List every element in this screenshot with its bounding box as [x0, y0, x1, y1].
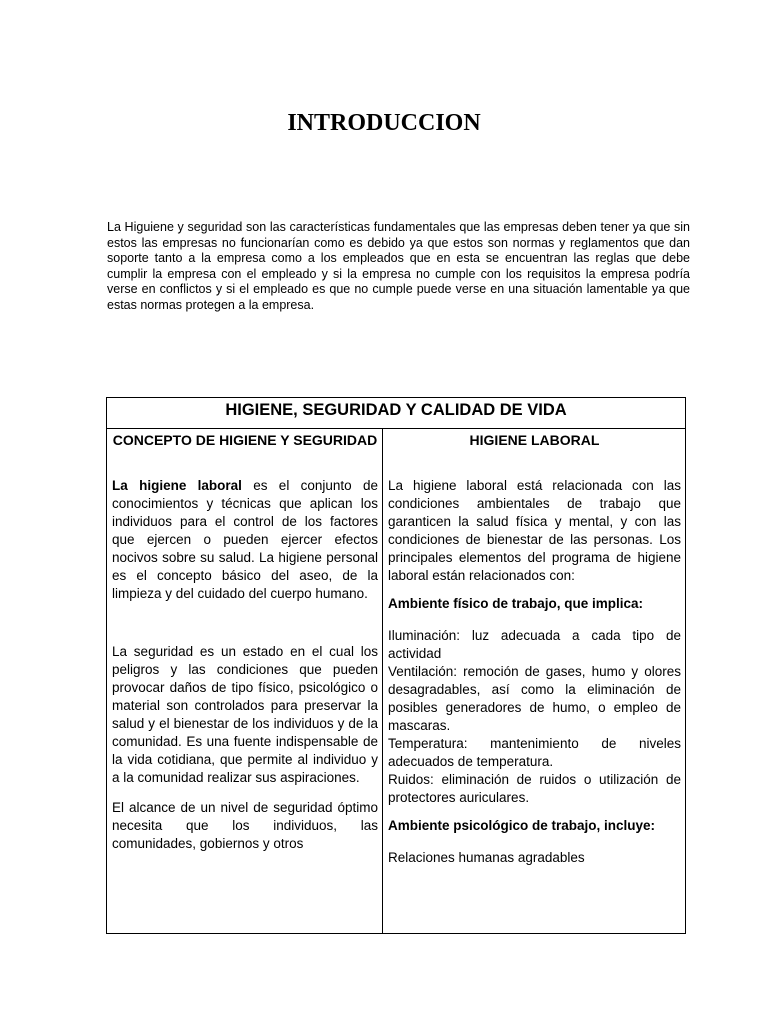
right-column-title: HIGIENE LABORAL: [469, 432, 600, 448]
left-paragraph-1-bold: La higiene laboral: [112, 478, 242, 493]
left-paragraph-1: [112, 477, 378, 603]
left-column: [107, 429, 383, 933]
right-column: [383, 429, 685, 933]
right-item-5: Relaciones humanas agradables: [388, 850, 585, 865]
left-paragraph-1-text: es el conjunto de conocimientos y técnicas que aplican los individuos para el control de los factores que ejercen o pueden ejercer efectos nocivos sobre su salud. La higiene personal es el concepto básico del aseo, de la limpieza y del cuidado del cuerpo humano.: [112, 478, 379, 601]
right-item-3: Temperatura: mantenimiento de niveles adecuados de temperatura.: [388, 736, 681, 769]
right-item-1: Iluminación: luz adecuada a cada tipo de actividad: [388, 628, 681, 661]
table-body: [107, 429, 685, 933]
left-paragraph-3: El alcance de un nivel de seguridad óptimo necesita que los individuos, las comunidades, gobiernos y otros: [112, 800, 378, 851]
right-item-2: Ventilación: remoción de gases, humo y olores desagradables, así como la eliminación de posibles generadores de humo, o empleo de mascaras.: [388, 664, 681, 733]
right-paragraph-1: La higiene laboral está relacionada con las condiciones ambientales de trabajo que garanticen la salud física y mental, y con las condiciones de bienestar de las personas. Los principales elementos del programa de higiene laboral están relacionados con:: [388, 478, 681, 583]
document-title: INTRODUCCION: [287, 110, 481, 136]
left-paragraph-2: La seguridad es un estado en el cual los peligros y las condiciones que pueden provocar daños de tipo físico, psicológico o material son controlados para preservar la salud y el bienestar de los individuos y de la comunidad. Es una fuente indispensable de la vida cotidiana, que permite al individuo y a la comunidad realizar sus aspiraciones.: [112, 644, 378, 785]
right-item-4: Ruidos: eliminación de ruidos o utilización de protectores auriculares.: [388, 772, 681, 805]
left-column-title: CONCEPTO DE HIGIENE Y SEGURIDAD: [112, 432, 378, 448]
right-heading-2: Ambiente psicológico de trabajo, incluye:: [388, 818, 656, 833]
right-heading-1: Ambiente físico de trabajo, que implica:: [388, 596, 644, 611]
hygiene-table: [106, 397, 686, 934]
table-header: HIGIENE, SEGURIDAD Y CALIDAD DE VIDA: [107, 398, 685, 429]
intro-paragraph: La Higuiene y seguridad son las características fundamentales que las empresas deben tener ya que sin estos las empresas no funcionarían como es debido ya que estos son normas y reglamentos que dan soporte tanto a la empresa como a los empleados que en esta se encuentran las reglas que debe cumplir la empresa con el empleado y si la empresa no cumple con los requisitos la empresa podría verse en conflictos y si el empleado es que no cumple puede verse en una situación lamentable ya que estas normas protegen a la empresa.: [107, 220, 690, 312]
